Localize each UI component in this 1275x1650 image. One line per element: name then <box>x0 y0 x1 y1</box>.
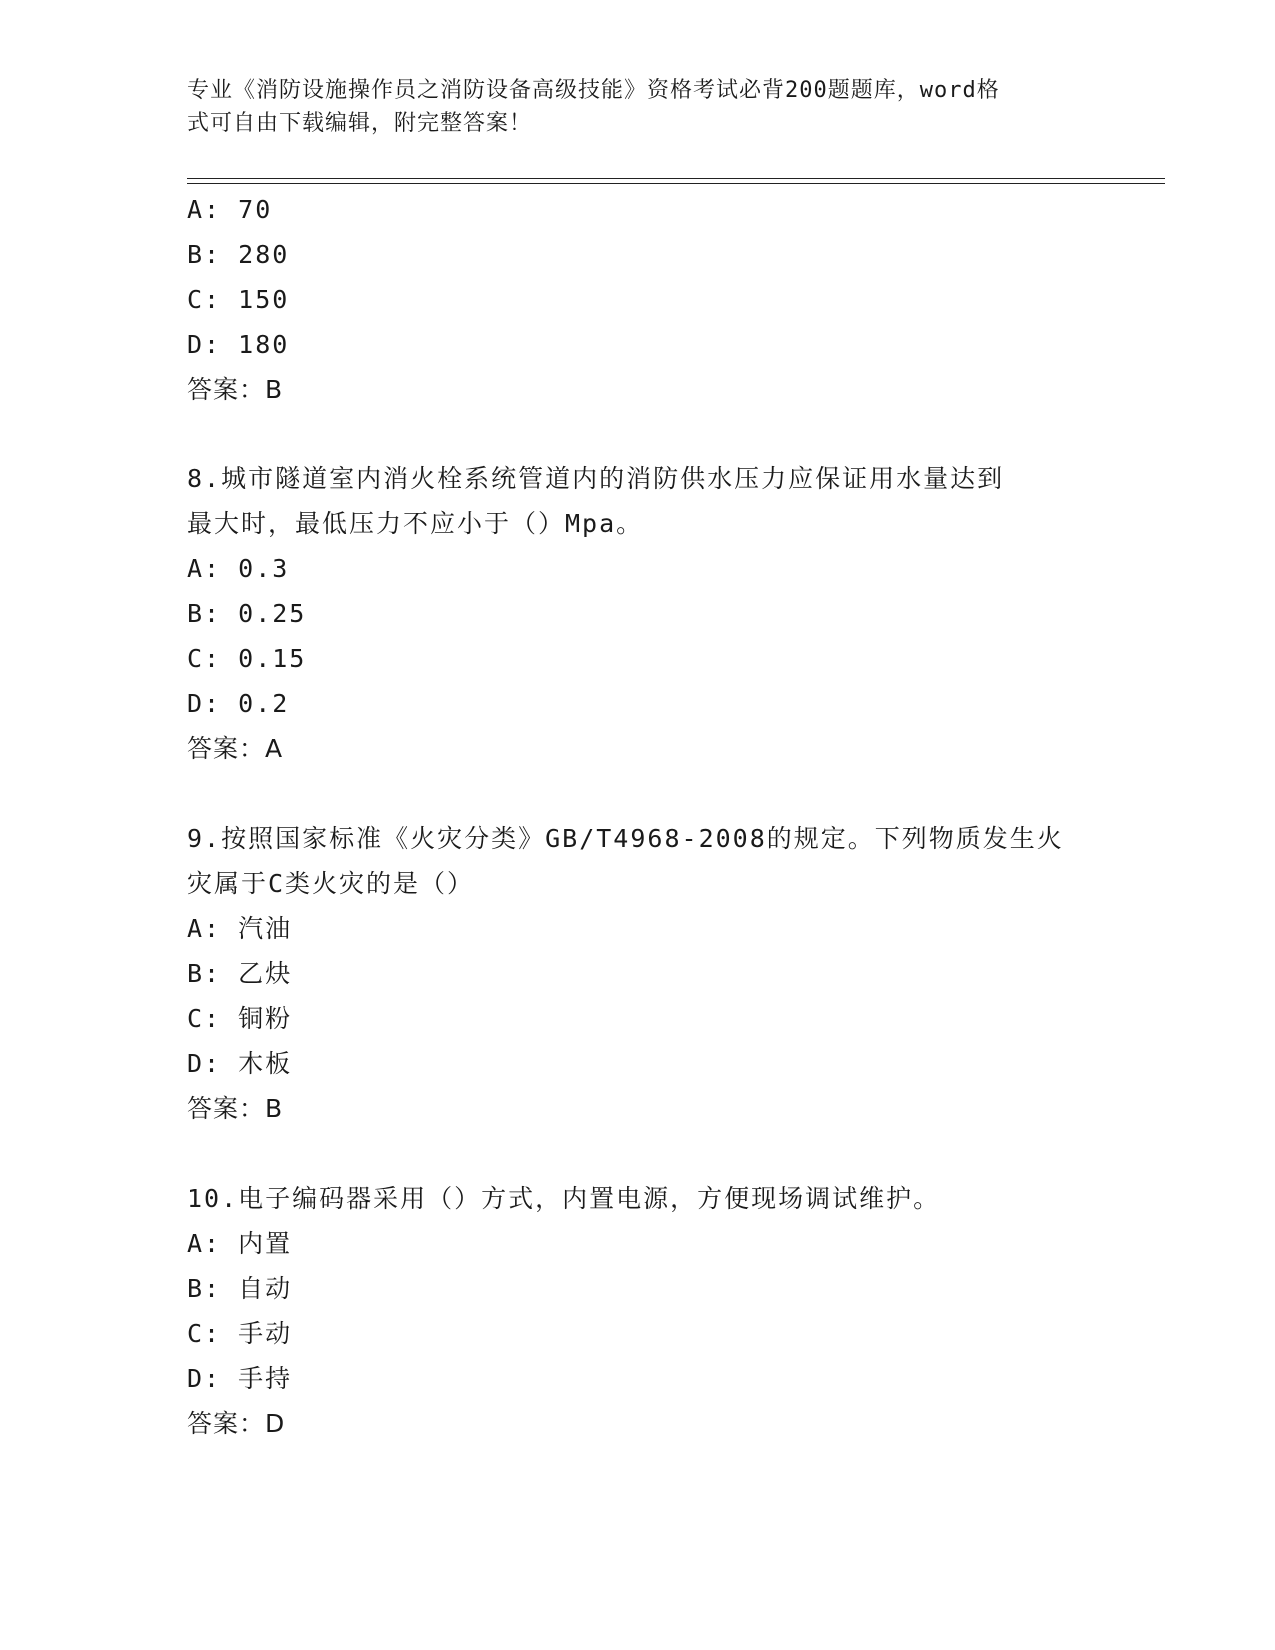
document-header <box>187 74 1077 140</box>
q8-stem-line-2: 最大时，最低压力不应小于（）Mpa。 <box>187 509 644 538</box>
q9-stem-line-1: 9.按照国家标准《火灾分类》GB/T4968-2008的规定。下列物质发生火 <box>187 824 1064 853</box>
q10-option-d: D: 手持 <box>187 1364 293 1393</box>
q8-option-c: C: 0.15 <box>187 644 307 673</box>
q10-option-b: B: 自动 <box>187 1274 293 1303</box>
header-line-2: 式可自由下载编辑，附完整答案！ <box>187 111 533 136</box>
q10-option-a: A: 内置 <box>187 1229 293 1258</box>
q9-option-d: D: 木板 <box>187 1049 293 1078</box>
q8-option-a: A: 0.3 <box>187 554 290 583</box>
header-divider-bottom <box>187 183 1165 184</box>
q8-stem-line-1: 8.城市隧道室内消火栓系统管道内的消防供水压力应保证用水量达到 <box>187 464 1005 493</box>
q9-option-c: C: 铜粉 <box>187 1004 293 1033</box>
q9-option-a: A: 汽油 <box>187 914 293 943</box>
q7-option-a: A: 70 <box>187 195 273 224</box>
q8-answer: 答案：A <box>187 734 284 763</box>
q10-option-c: C: 手动 <box>187 1319 293 1348</box>
q9-option-b: B: 乙炔 <box>187 959 293 988</box>
q9-stem-line-2: 灾属于C类火灾的是（） <box>187 869 475 898</box>
q7-answer: 答案：B <box>187 375 284 404</box>
q10-answer: 答案：D <box>187 1409 286 1438</box>
q10-stem: 10.电子编码器采用（）方式，内置电源，方便现场调试维护。 <box>187 1184 941 1213</box>
q7-option-c: C: 150 <box>187 285 290 314</box>
q8-option-b: B: 0.25 <box>187 599 307 628</box>
header-divider-top <box>187 178 1165 179</box>
q8-option-d: D: 0.2 <box>187 689 290 718</box>
q9-answer: 答案：B <box>187 1094 284 1123</box>
q7-option-b: B: 280 <box>187 240 290 269</box>
header-line-1: 专业《消防设施操作员之消防设备高级技能》资格考试必背200题题库，word格 <box>187 78 1000 103</box>
q7-option-d: D: 180 <box>187 330 290 359</box>
